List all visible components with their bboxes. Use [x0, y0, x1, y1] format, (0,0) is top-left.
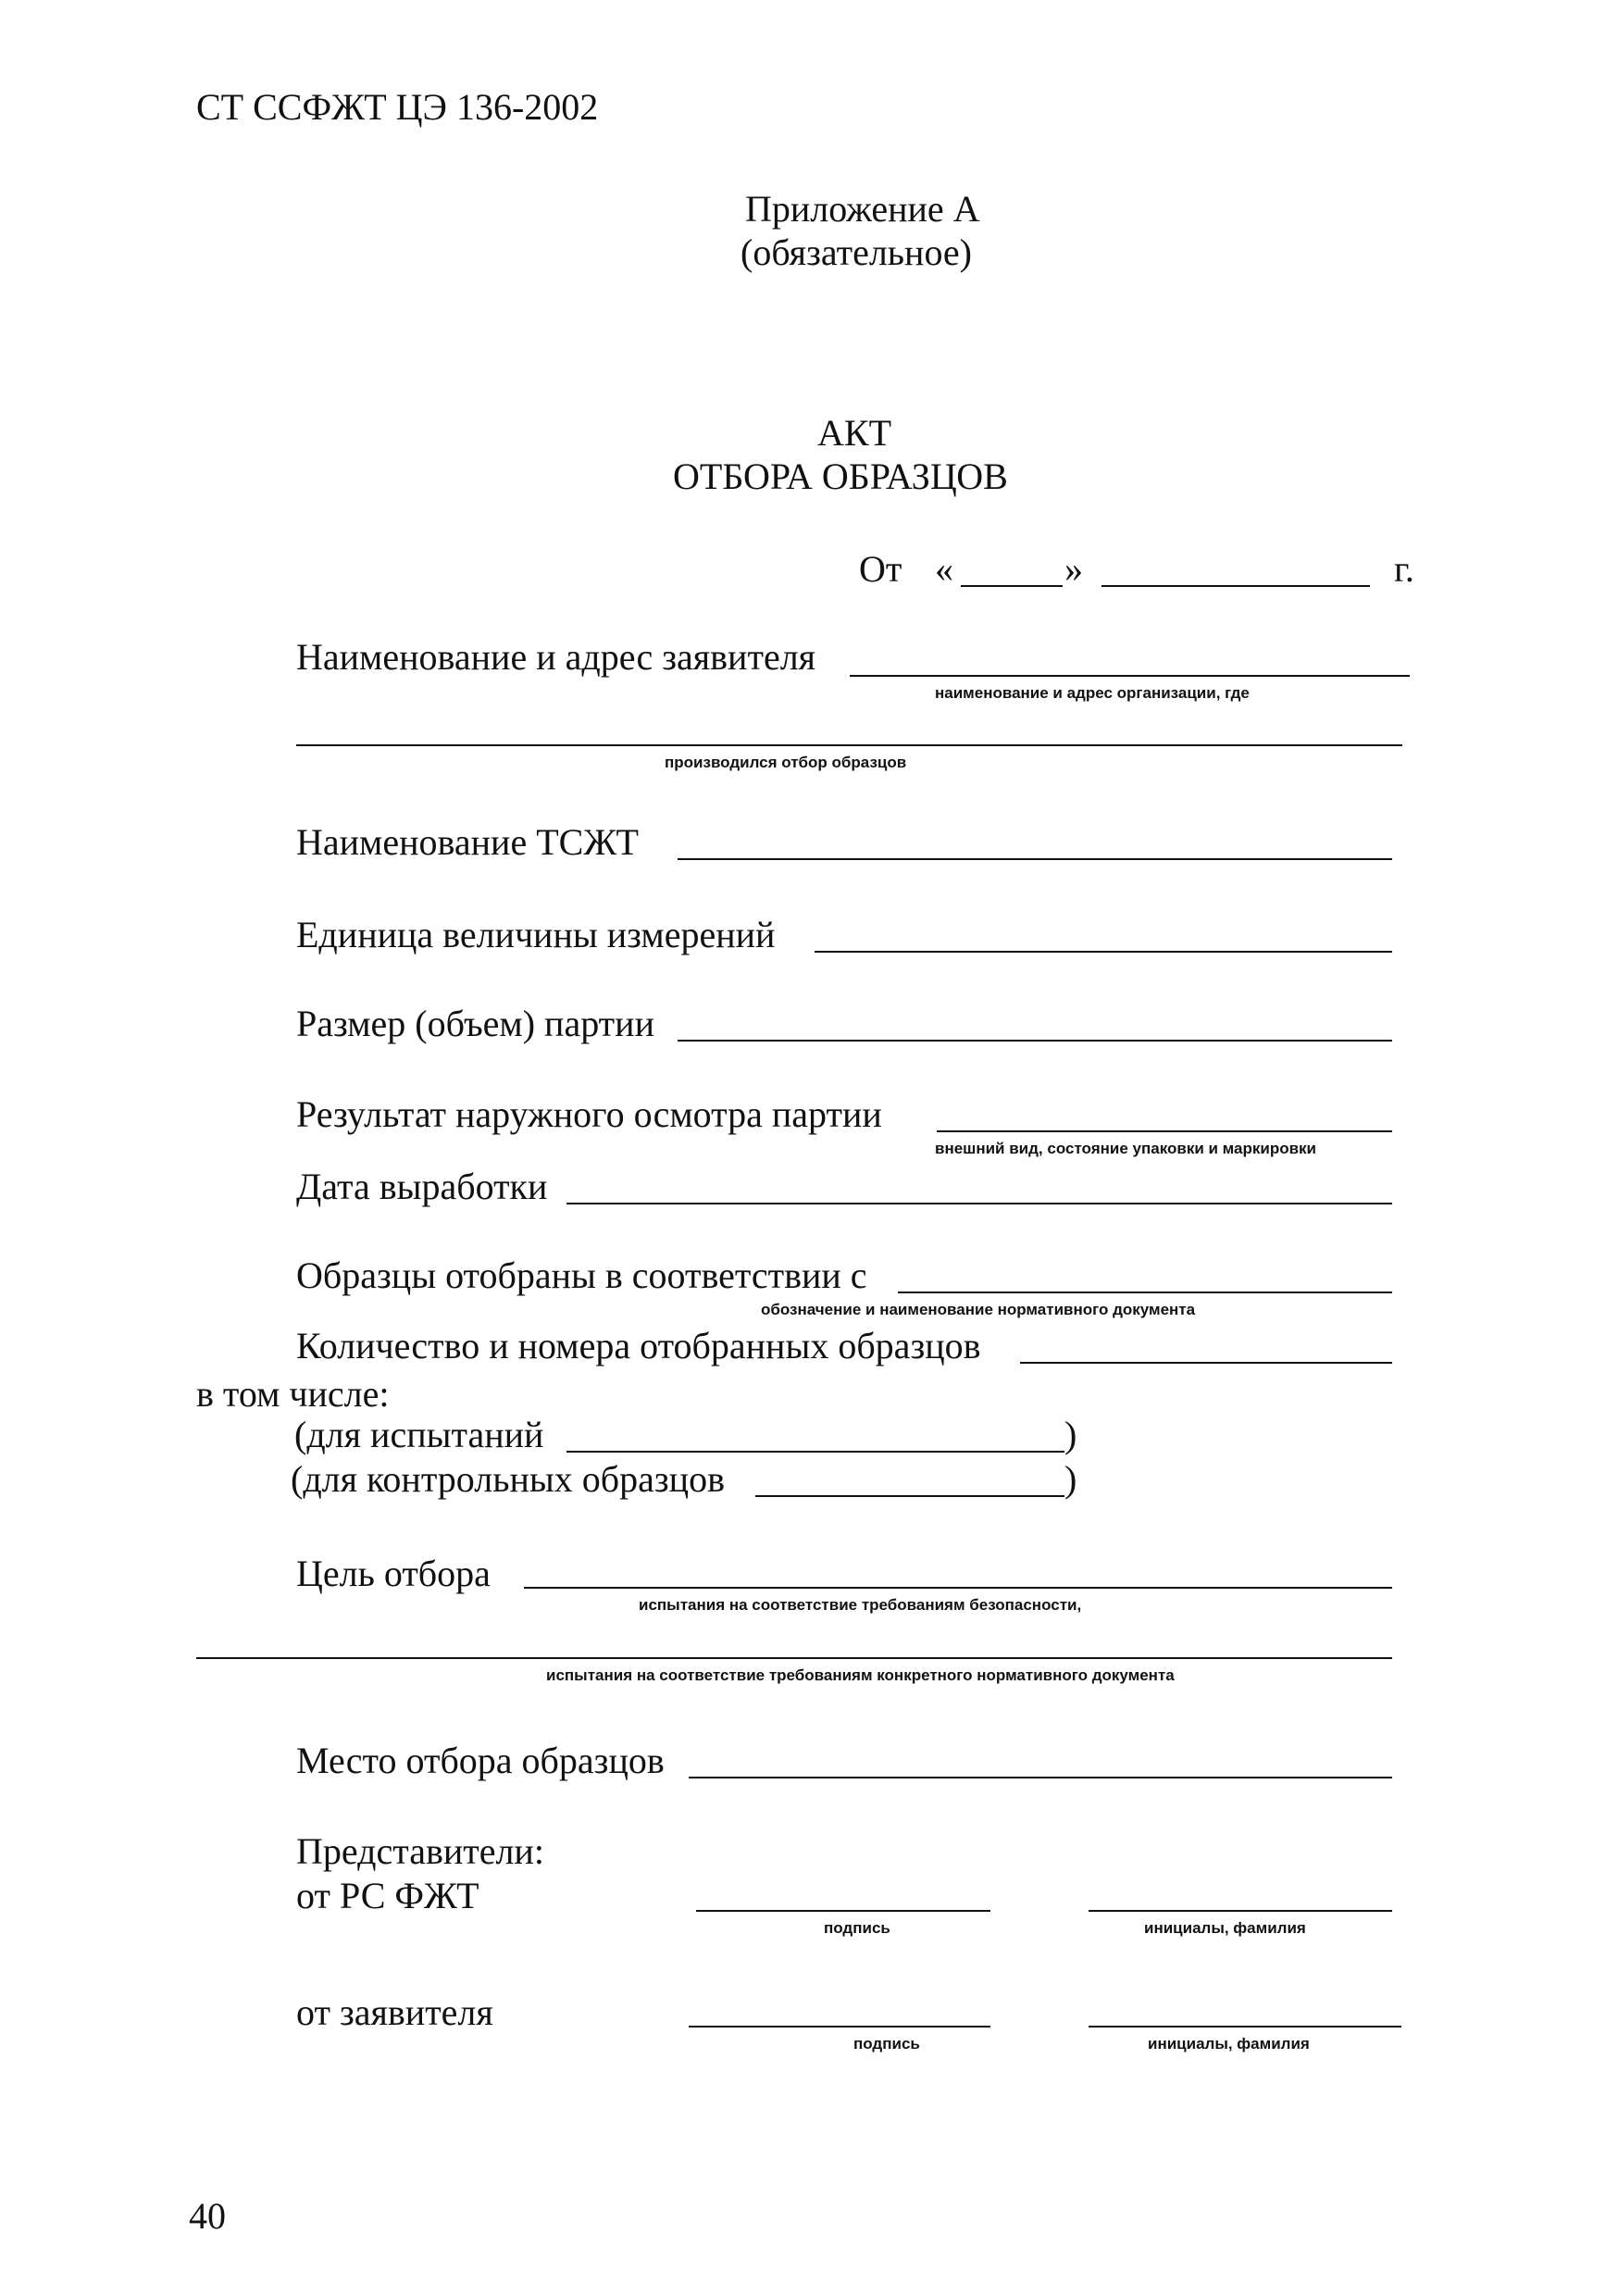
lot-size-label: Размер (объем) партии [296, 1003, 654, 1044]
month-blank-line[interactable] [1101, 585, 1370, 587]
date-year-suffix: г. [1394, 548, 1414, 590]
production-date-label: Дата выработки [296, 1166, 548, 1207]
representatives-title: Представители: [296, 1830, 544, 1872]
sampled-per-label: Образцы отобраны в соответствии с [296, 1254, 867, 1296]
for-control-blank-line[interactable] [755, 1495, 1064, 1497]
sampled-per-hint: обозначение и наименование нормативного документа [761, 1301, 1196, 1318]
rep-rs-name-hint: инициалы, фамилия [1144, 1919, 1306, 1937]
for-control-label: (для контрольных образцов [291, 1458, 725, 1500]
rep-rs-name-line[interactable] [1089, 1910, 1392, 1912]
appendix-title: Приложение А [745, 188, 980, 230]
for-control-close-paren: ) [1064, 1458, 1077, 1500]
rep-applicant-name-line[interactable] [1089, 2026, 1401, 2028]
inspection-label: Результат наружного осмотра партии [296, 1093, 882, 1135]
for-tests-label: (для испытаний [294, 1414, 544, 1455]
purpose-blank-line[interactable] [524, 1587, 1392, 1589]
production-date-blank-line[interactable] [566, 1203, 1392, 1204]
rep-applicant-signature-hint: подпись [853, 2035, 920, 2053]
tszht-blank-line[interactable] [678, 858, 1392, 860]
purpose-hint-1: испытания на соответствие требованиям безопасности, [639, 1596, 1082, 1614]
unit-blank-line[interactable] [815, 951, 1392, 953]
place-label: Место отбора образцов [296, 1740, 665, 1781]
quantity-label: Количество и номера отобранных образцов [296, 1325, 981, 1366]
purpose-label: Цель отбора [296, 1553, 491, 1594]
quantity-blank-line[interactable] [1020, 1362, 1392, 1364]
inspection-hint: внешний вид, состояние упаковки и маркировки [935, 1140, 1317, 1157]
inspection-blank-line[interactable] [937, 1130, 1392, 1132]
rep-applicant-signature-line[interactable] [689, 2026, 990, 2028]
applicant-blank-line[interactable] [850, 675, 1410, 677]
purpose-hint-2: испытания на соответствие требованиям конкретного нормативного документа [546, 1666, 1175, 1684]
rep-applicant-name-hint: инициалы, фамилия [1148, 2035, 1310, 2053]
page-number: 40 [189, 2195, 226, 2237]
lot-size-blank-line[interactable] [678, 1040, 1392, 1042]
sampled-per-blank-line[interactable] [898, 1292, 1392, 1293]
date-prefix: От [859, 548, 902, 590]
tszht-label: Наименование ТСЖТ [296, 821, 639, 863]
applicant-blank-line-2[interactable] [296, 744, 1402, 746]
rep-rs-signature-line[interactable] [696, 1910, 990, 1912]
applicant-hint: наименование и адрес организации, где [935, 684, 1250, 702]
rep-rs-label: от РС ФЖТ [296, 1875, 479, 1916]
unit-label: Единица величины измерений [296, 914, 776, 955]
for-tests-close-paren: ) [1064, 1414, 1077, 1455]
act-subtitle: ОТБОРА ОБРАЗЦОВ [673, 455, 1008, 497]
applicant-hint-2: производился отбор образцов [665, 754, 907, 771]
applicant-label: Наименование и адрес заявителя [296, 636, 816, 678]
document-code: СТ ССФЖТ ЦЭ 136-2002 [196, 86, 599, 128]
rep-applicant-label: от заявителя [296, 1991, 493, 2033]
date-close-quote: » [1064, 548, 1083, 590]
place-blank-line[interactable] [689, 1777, 1392, 1778]
including-label: в том числе: [196, 1373, 390, 1415]
day-blank-line[interactable] [961, 585, 1063, 587]
purpose-blank-line-2[interactable] [196, 1657, 1392, 1659]
appendix-type: (обязательное) [741, 231, 972, 273]
rep-rs-signature-hint: подпись [824, 1919, 890, 1937]
for-tests-blank-line[interactable] [566, 1451, 1064, 1453]
act-title: АКТ [817, 412, 891, 454]
date-open-quote: « [935, 548, 953, 590]
